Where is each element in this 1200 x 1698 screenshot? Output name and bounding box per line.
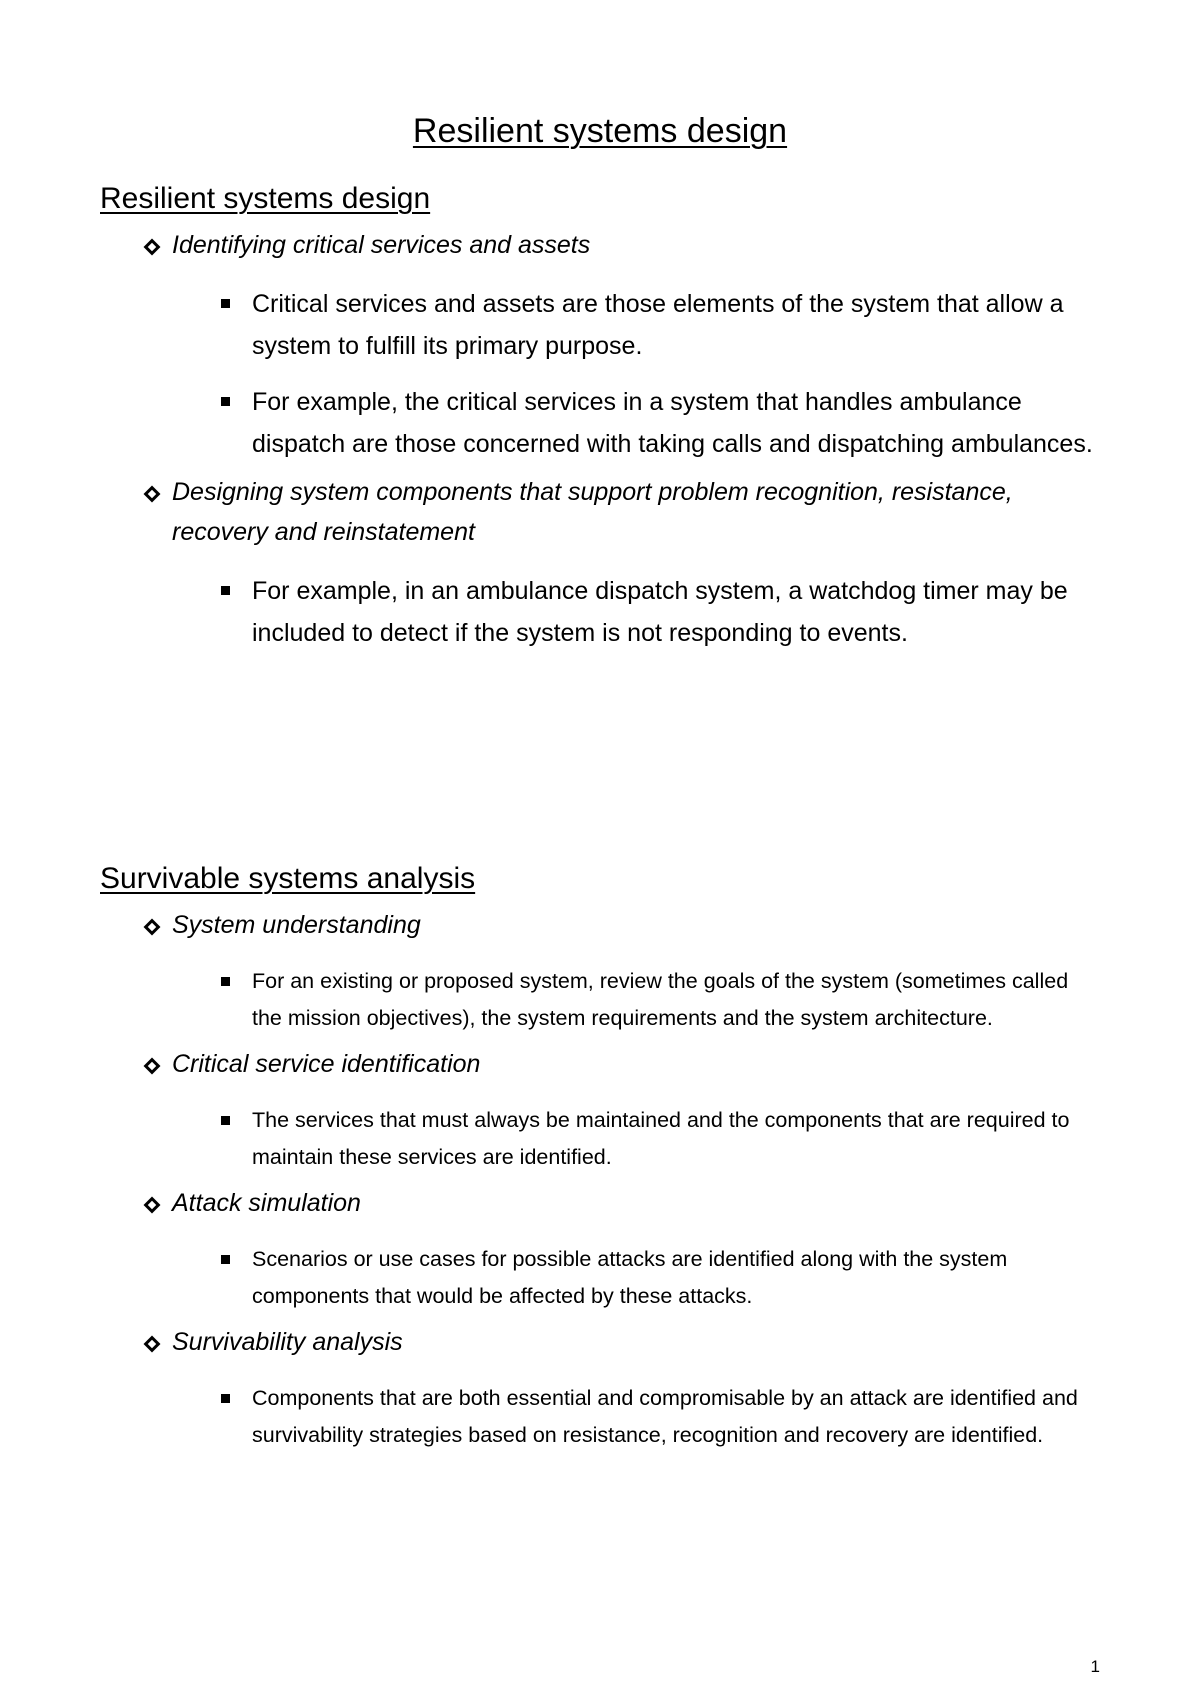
topic-title: Designing system components that support problem recognition, resistance, recovery and reinstatement (172, 478, 1013, 546)
section-heading: Resilient systems design (100, 182, 431, 215)
list-item (221, 570, 1100, 654)
square-bullet-icon (221, 397, 230, 406)
bullet-list (100, 1380, 1100, 1454)
bullet-list (100, 283, 1100, 465)
list-item (221, 1241, 1100, 1315)
topic-item (146, 1190, 1100, 1223)
page-title: Resilient systems design (412, 112, 788, 150)
square-bullet-icon (221, 586, 230, 595)
square-bullet-icon (221, 1394, 230, 1403)
bullet-text: Critical services and assets are those elements of the system that allow a system to fulfill its primary purpose. (252, 290, 1064, 360)
list-item (221, 1380, 1100, 1454)
bullet-list (100, 963, 1100, 1037)
section-survivable-systems-analysis (100, 862, 1100, 1468)
square-bullet-icon (221, 1116, 230, 1125)
topic-title: Attack simulation (172, 1189, 361, 1217)
bullet-text: Components that are both essential and compromisable by an attack are identified and survivability strategies based on resistance, recognition and recovery are identified. (252, 1386, 1078, 1447)
topic-title: System understanding (172, 911, 421, 939)
square-bullet-icon (221, 299, 230, 308)
bullet-list (100, 570, 1100, 654)
bullet-list (100, 1241, 1100, 1315)
square-bullet-icon (221, 977, 230, 986)
diamond-bullet-icon (144, 1336, 161, 1353)
list-item (221, 381, 1100, 465)
bullet-text: For example, the critical services in a system that handles ambulance dispatch are those concerned with taking calls and dispatching ambulances. (252, 388, 1093, 458)
list-item (221, 963, 1100, 1037)
page-number: 1 (1090, 1657, 1100, 1676)
diamond-bullet-icon (144, 1197, 161, 1214)
bullet-text: Scenarios or use cases for possible attacks are identified along with the system components that would be affected by these attacks. (252, 1247, 1008, 1308)
bullet-list (100, 1102, 1100, 1176)
diamond-bullet-icon (144, 919, 161, 936)
bullet-text: For an existing or proposed system, review the goals of the system (sometimes called the mission objectives), the system requirements and the system architecture. (252, 969, 1069, 1030)
list-item (221, 1102, 1100, 1176)
topic-title: Identifying critical services and assets (172, 231, 591, 259)
topic-item (146, 479, 1100, 552)
diamond-bullet-icon (144, 1058, 161, 1075)
bullet-text: The services that must always be maintained and the components that are required to maintain these services are identified. (252, 1108, 1070, 1169)
section-heading: Survivable systems analysis (100, 862, 476, 895)
topic-item (146, 1329, 1100, 1362)
square-bullet-icon (221, 1255, 230, 1264)
diamond-bullet-icon (144, 239, 161, 256)
list-item (221, 283, 1100, 367)
diamond-bullet-icon (144, 486, 161, 503)
section-resilient-systems-design (100, 182, 1100, 668)
topic-title: Critical service identification (172, 1050, 481, 1078)
topic-item (146, 232, 1100, 265)
topic-item (146, 912, 1100, 945)
topic-title: Survivability analysis (172, 1328, 403, 1356)
bullet-text: For example, in an ambulance dispatch system, a watchdog timer may be included to detect if the system is not responding to events. (252, 577, 1068, 647)
topic-item (146, 1051, 1100, 1084)
